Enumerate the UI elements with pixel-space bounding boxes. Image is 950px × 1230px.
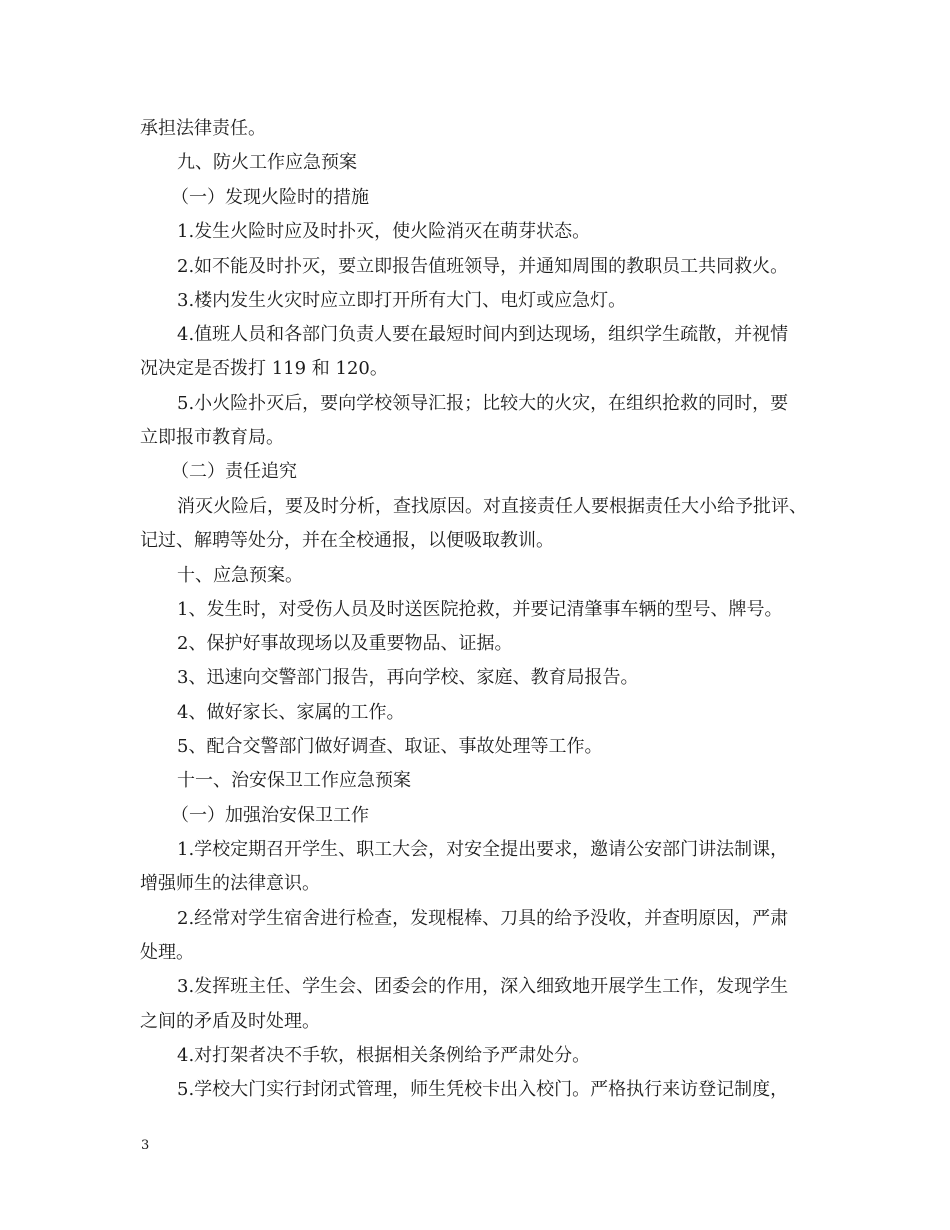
text-line: 况决定是否拨打 119 和 120。	[140, 358, 388, 379]
page-number: 3	[141, 1138, 150, 1153]
text-line: 1.学校定期召开学生、职工大会，对安全提出要求，邀请公安部门讲法制课，	[177, 839, 789, 860]
text-line: 之间的矛盾及时处理。	[140, 1011, 320, 1032]
text-line: 增强师生的法律意识。	[140, 873, 320, 894]
subsection-heading: （一）加强治安保卫工作	[171, 805, 369, 826]
text-line: 4.对打架者决不手软，根据相关条例给予严肃处分。	[177, 1045, 591, 1066]
text-line: 2.经常对学生宿舍进行检查，发现棍棒、刀具的给予没收，并查明原因，严肃	[177, 908, 789, 929]
text-line: 4、做好家长、家属的工作。	[177, 702, 405, 723]
text-line: 记过、解聘等处分，并在全校通报，以便吸取教训。	[140, 530, 554, 551]
subsection-heading: （一）发现火险时的措施	[171, 187, 369, 208]
text-line: 2、保护好事故现场以及重要物品、证据。	[177, 633, 513, 654]
text-line: 5.小火险扑灭后，要向学校领导汇报；比较大的火灾，在组织抢救的同时，要	[177, 393, 789, 414]
text-line: 承担法律责任。	[140, 118, 266, 139]
text-line: 3、迅速向交警部门报告，再向学校、家庭、教育局报告。	[177, 667, 639, 688]
text-line: 4.值班人员和各部门负责人要在最短时间内到达现场，组织学生疏散，并视情	[177, 324, 789, 345]
section-heading: 十一、治安保卫工作应急预案	[177, 770, 411, 791]
text-line: 2.如不能及时扑灭，要立即报告值班领导，并通知周围的教职员工共同救火。	[177, 256, 789, 277]
section-heading: 九、防火工作应急预案	[177, 152, 357, 173]
text-line: 1.发生火险时应及时扑灭，使火险消灭在萌芽状态。	[177, 221, 591, 242]
section-heading: 十、应急预案。	[177, 565, 303, 586]
text-line: 5.学校大门实行封闭式管理，师生凭校卡出入校门。严格执行来访登记制度，	[177, 1079, 789, 1100]
text-line: 立即报市教育局。	[140, 427, 284, 448]
text-line: 处理。	[140, 942, 194, 963]
text-line: 5、配合交警部门做好调查、取证、事故处理等工作。	[177, 736, 603, 757]
text-line: 消灭火险后，要及时分析，查找原因。对直接责任人要根据责任大小给予批评、	[177, 496, 807, 517]
text-line: 3.发挥班主任、学生会、团委会的作用，深入细致地开展学生工作，发现学生	[177, 976, 789, 997]
text-line: 1、发生时，对受伤人员及时送医院抢救，并要记清肇事车辆的型号、牌号。	[177, 599, 783, 620]
subsection-heading: （二）责任追究	[171, 461, 297, 482]
text-line: 3.楼内发生火灾时应立即打开所有大门、电灯或应急灯。	[177, 290, 627, 311]
